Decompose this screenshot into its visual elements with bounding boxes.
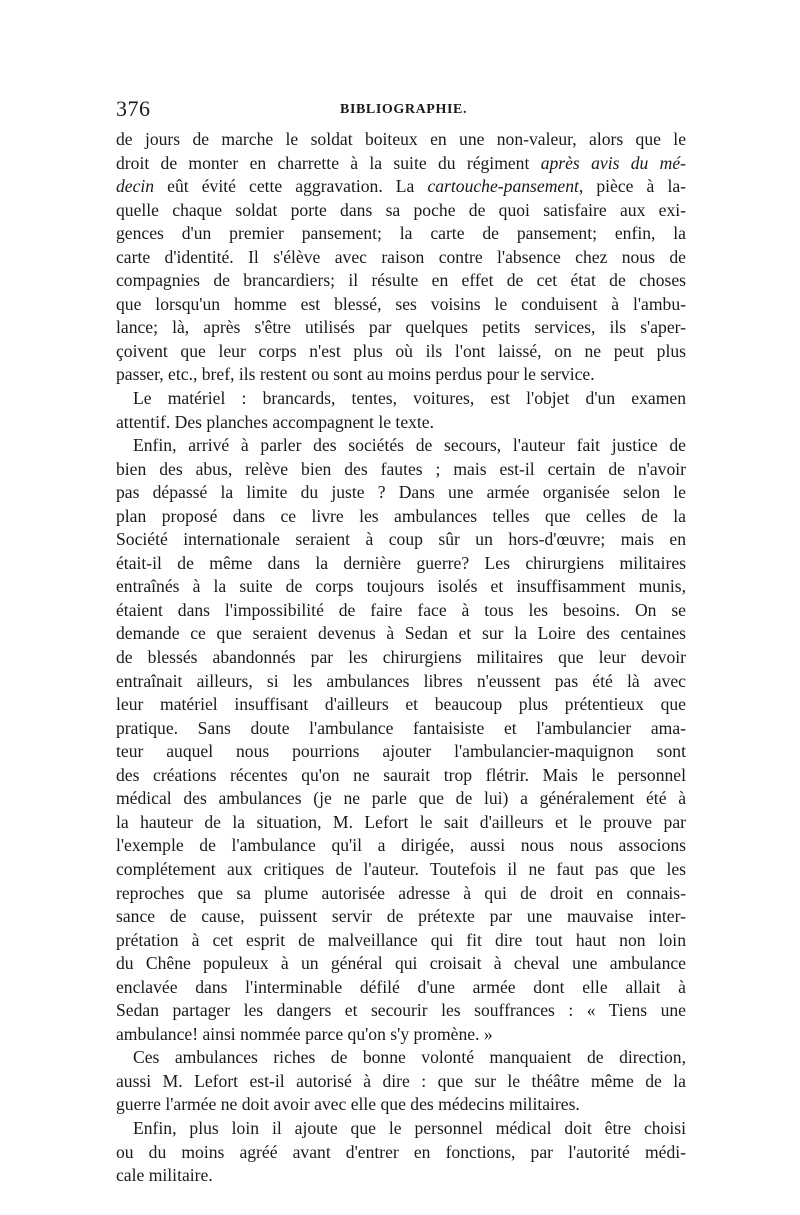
text-line: leur matériel insuffisant d'ailleurs et beaucoup plus prétentieux que: [116, 694, 686, 715]
text-line: prétation à cet esprit de malveillance qui fit dire tout haut non loin: [116, 929, 686, 950]
page-number: 376: [116, 96, 151, 121]
text-line: médical des ambulances (je ne parle que de lui) a généralement été à: [116, 788, 686, 809]
page-header: [116, 96, 686, 126]
text-line: Enfin, plus loin il ajoute que le personnel médical doit être choisi: [133, 1117, 686, 1138]
text-line: du Chêne populeux à un général qui croisait à cheval une ambulance: [116, 953, 686, 974]
text-line: pratique. Sans doute l'ambulance fantaisiste et l'ambulancier ama-: [116, 717, 686, 738]
text-line: Ces ambulances riches de bonne volonté manquaient de direction,: [133, 1047, 686, 1068]
text-line: carte d'identité. Il s'élève avec raison contre l'absence chez nous de: [116, 246, 686, 267]
text-line: passer, etc., bref, ils restent ou sont au moins perdus pour le service.: [116, 364, 595, 385]
text-line: entraînés à la suite de corps toujours isolés et insuffisamment munis,: [116, 576, 686, 597]
text-line: de blessés abandonnés par les chirurgiens militaires que leur devoir: [116, 647, 686, 668]
text-line: entraînait ailleurs, si les ambulances libres n'eussent pas été là avec: [116, 670, 686, 691]
running-head: BIBLIOGRAPHIE.: [340, 102, 468, 117]
text-line: l'exemple de l'ambulance qu'il a dirigée, aussi nous nous associons: [116, 835, 686, 856]
text-line: enclavée dans l'interminable défilé d'une armée dont elle allait à: [116, 976, 686, 997]
text-line: des créations récentes qu'on ne saurait trop flétrir. Mais le personnel: [116, 764, 686, 785]
text-line: Enfin, arrivé à parler des sociétés de secours, l'auteur fait justice de: [133, 435, 686, 456]
text-line: çoivent que leur corps n'est plus où ils l'ont laissé, on ne peut plus: [116, 340, 686, 361]
text-line: complétement aux critiques de l'auteur. Toutefois il ne faut pas que les: [116, 858, 686, 879]
text-line: attentif. Des planches accompagnent le texte.: [116, 411, 435, 432]
text-line: bien des abus, relève bien des fautes ; mais est-il certain de n'avoir: [116, 458, 686, 479]
text-line: quelle chaque soldat porte dans sa poche de quoi satisfaire aux exi-: [116, 199, 686, 220]
text-line: Société internationale seraient à coup sûr un hors-d'œuvre; mais en: [116, 529, 686, 550]
text-line: de jours de marche le soldat boiteux en une non-valeur, alors que le: [116, 129, 686, 149]
text-line: Sedan partager les dangers et secourir les souffrances : « Tiens une: [116, 1000, 686, 1021]
text-line: aussi M. Lefort est-il autorisé à dire : que sur le théâtre même de la: [116, 1070, 686, 1091]
text-line: teur auquel nous pourrions ajouter l'ambulancier-maquignon sont: [116, 741, 686, 762]
text-line: decin eût évité cette aggravation. La cartouche-pansement, pièce à la-: [116, 176, 686, 197]
text-line: était-il de même dans la dernière guerre? Les chirurgiens militaires: [116, 552, 686, 573]
text-line: la hauteur de la situation, M. Lefort le sait d'ailleurs et le prouve par: [116, 811, 686, 832]
text-line: compagnies de brancardiers; il résulte en effet de cet état de choses: [116, 270, 686, 291]
text-line: Le matériel : brancards, tentes, voitures, est l'objet d'un examen: [133, 388, 686, 409]
text-line: ambulance! ainsi nommée parce qu'on s'y promène. »: [116, 1023, 493, 1044]
text-line: que lorsqu'un homme est blessé, ses voisins le conduisent à l'ambu-: [116, 293, 686, 314]
text-line: étaient dans l'impossibilité de faire face à tous les besoins. On se: [116, 599, 686, 620]
text-line: ou du moins agréé avant d'entrer en fonctions, par l'autorité médi-: [116, 1141, 686, 1162]
text-line: lance; là, après s'être utilisés par quelques petits services, ils s'aper-: [116, 317, 686, 338]
text-line: guerre l'armée ne doit avoir avec elle que des médecins militaires.: [116, 1094, 580, 1115]
text-line: reproches que sa plume autorisée adresse à qui de droit en connais-: [116, 882, 686, 903]
text-line: sance de cause, puissent servir de prétexte par une mauvaise inter-: [116, 906, 686, 927]
text-line: demande ce que seraient devenus à Sedan et sur la Loire des centaines: [116, 623, 686, 644]
text-line: gences d'un premier pansement; la carte de pansement; enfin, la: [116, 223, 686, 244]
body-text: [116, 128, 686, 1188]
text-line: pas dépassé la limite du juste ? Dans une armée organisée selon le: [116, 482, 686, 503]
text-line: plan proposé dans ce livre les ambulances telles que celles de la: [116, 505, 686, 526]
text-line: droit de monter en charrette à la suite du régiment après avis du mé-: [116, 152, 686, 173]
text-line: cale militaire.: [116, 1165, 213, 1186]
